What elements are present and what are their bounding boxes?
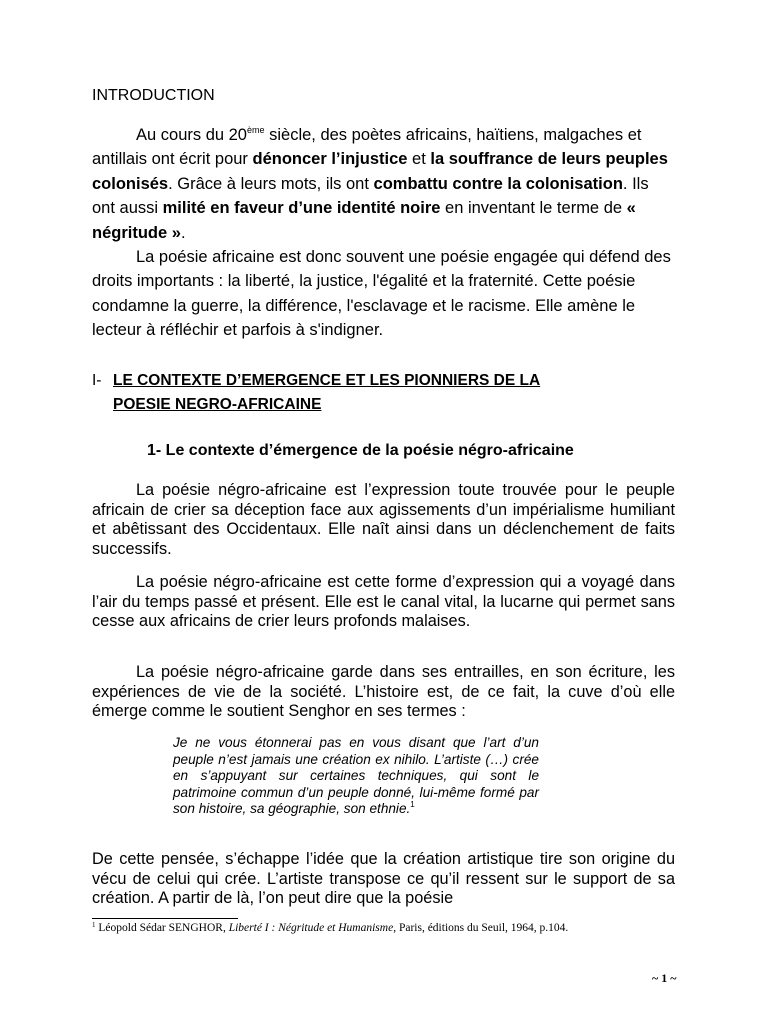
intro-bold-span: milité en faveur d’une identité noire (162, 199, 441, 218)
section-title-line-1: LE CONTEXTE D’EMERGENCE ET LES PIONNIERS DE LA (113, 372, 541, 389)
body-paragraph-4 (92, 850, 675, 909)
intro-text-span: en inventant le terme de (440, 199, 627, 218)
intro-bold-span: dénoncer l’injustice (252, 150, 408, 169)
intro-bold-span: combattu contre la colonisation (373, 174, 623, 193)
intro-text-span: . Grâce à leurs mots, ils ont (168, 174, 374, 193)
paragraph-text: De cette pensée, s’échappe l’idée que la création artistique tire son origine du vécu de celui qui crée. L’artiste transpose ce qu’il ressent sur le support de sa création. A partir de là, l’on peut dire que la poésie (92, 850, 675, 908)
footnote-details: , Paris, éditions du Seuil, 1964, p.104. (393, 922, 569, 934)
section-title-line-2: POESIE NEGRO-AFRICAINE (113, 396, 322, 413)
intro-text-span: Au cours du 20 (136, 126, 247, 144)
footnote-work-title: Liberté I : Négritude et Humanisme (228, 922, 394, 934)
paragraph-text: La poésie négro-africaine est l’expression toute trouvée pour le peuple africain de crier sa déception face aux agissements d’un impérialisme humiliant et abêtissant des Occidentaux. Elle naît ainsi dans un déclenchement de faits successifs. (92, 481, 675, 558)
intro-paragraph-2: La poésie africaine est donc souvent une poésie engagée qui défend des droits importants : la liberté, la justice, l'égalité et la fraternité. Cette poésie condamne la guerre, la différence, l'esclavage et le racisme. Elle amène le lecteur à réfléchir et parfois à s'indigner. (92, 248, 671, 340)
footnote-separator (92, 918, 238, 919)
footnote-reference[interactable]: 1 (410, 800, 415, 810)
superscript-ordinal: ème (247, 125, 265, 135)
paragraph-text: La poésie négro-africaine est cette forme d’expression qui a voyagé dans l’air du temps passé et présent. Elle est le canal vital, la lucarne qui permet sans cesse aux africains de crier leurs profonds malaises. (92, 573, 675, 631)
page-number: ~ 1 ~ (652, 971, 677, 985)
section-number: I- (92, 372, 102, 389)
body-paragraph-2 (92, 573, 675, 632)
intro-bold-span: « négritude » (92, 199, 636, 242)
introduction-text (92, 123, 674, 343)
intro-paragraph-1 (92, 123, 674, 245)
footnote-number: 1 (92, 921, 96, 929)
paragraph-text: La poésie négro-africaine garde dans ses entrailles, en son écriture, les expériences de vie de la société. L’histoire est, de ce fait, la cuve d’où elle émerge comme le soutient Senghor en ses termes : (92, 663, 675, 721)
body-paragraph-3 (92, 663, 675, 722)
footnote-author: Léopold Sédar SENGHOR, (95, 922, 229, 934)
intro-bold-span: la souffrance de leurs peuples colonisés (92, 150, 668, 193)
intro-text-span: et (407, 150, 431, 169)
quote-text: Je ne vous étonnerai pas en vous disant que l’art d’un peuple n’est jamais une création ex nihilo. L’artiste (…) crée en s’appuyant sur certaines techniques, qui sont le patrimoine commun d’un peuple donné, lui-même formé par son histoire, sa géographie, son ethnie. (173, 735, 539, 817)
intro-text-span: . Ils ont aussi (92, 174, 649, 218)
intro-text-span: . (180, 223, 186, 242)
intro-text-span: siècle, des poètes africains, haïtiens, malgaches et antillais ont écrit pour (92, 126, 642, 169)
subsection-heading: 1- Le contexte d’émergence de la poésie négro-africaine (147, 442, 574, 459)
footnote (92, 922, 568, 934)
body-paragraph-1 (92, 481, 675, 559)
introduction-heading: INTRODUCTION (92, 87, 215, 104)
block-quote (173, 735, 539, 818)
